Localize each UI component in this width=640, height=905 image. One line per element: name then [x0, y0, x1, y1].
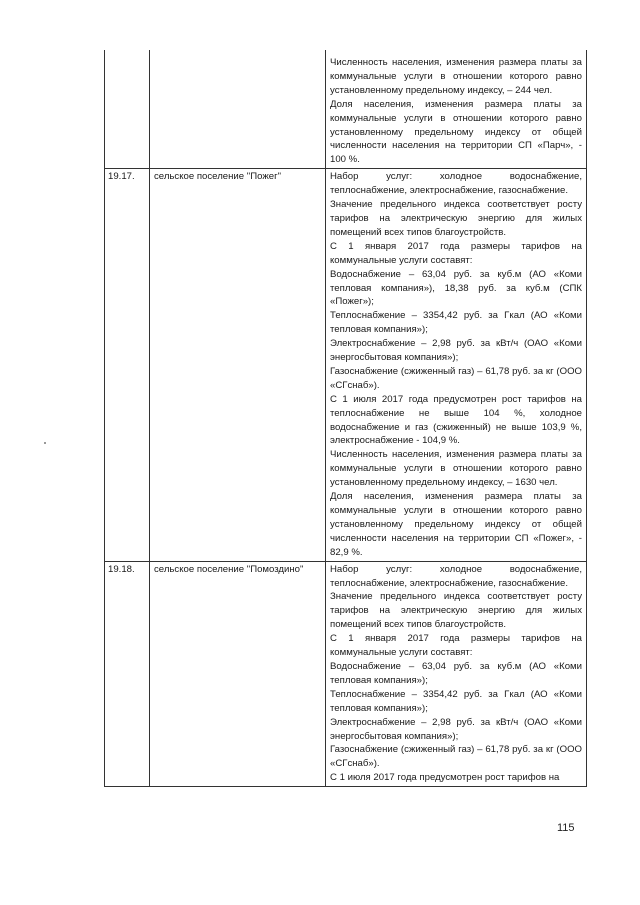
description-paragraph: Значение предельного индекса соответствует росту тарифов на электрическую энергию для жилых помещений всех типов благоустройств.: [330, 591, 582, 631]
description-cell: [326, 50, 587, 169]
description-paragraph: Численность населения, изменения размера платы за коммунальные услуги в отношении которого равно установленному предельному индексу, – 244 чел.: [330, 57, 582, 96]
description-paragraph: С 1 января 2017 года размеры тарифов на коммунальные услуги составят:: [330, 633, 582, 659]
description-paragraph: Набор услуг: холодное водоснабжение, теплоснабжение, электроснабжение, газоснабжение.: [330, 171, 582, 197]
tariff-table: [104, 50, 587, 787]
description-paragraph: Доля населения, изменения размера платы за коммунальные услуги в отношении которого равно установленному предельному индексу от общей численности населения на территории СП «Пожег», - 82,9 %.: [330, 491, 582, 558]
table-row-19-17: [105, 169, 587, 561]
description-paragraph: С 1 июля 2017 года предусмотрен рост тарифов на теплоснабжение не выше 104 %, холодное водоснабжение и газ (сжиженный) не выше 103,9 %, электроснабжение - 104,9 %.: [330, 393, 582, 447]
description-paragraph: Теплоснабжение – 3354,42 руб. за Гкал (АО «Коми тепловая компания»);: [330, 688, 582, 714]
page-number: 115: [557, 822, 575, 834]
settlement-name-cell: [150, 50, 326, 169]
description-paragraph: С 1 июля 2017 года предусмотрен рост тарифов на: [330, 772, 560, 784]
description-paragraph: Водоснабжение – 63,04 руб. за куб.м (АО «Коми тепловая компания»), 18,38 руб. за куб.м (СПК «Пожег»);: [330, 268, 582, 308]
description-paragraph: Электроснабжение – 2,98 руб. за кВт/ч (ОАО «Коми энергосбытовая компания»);: [330, 716, 582, 742]
description-paragraph: Теплоснабжение – 3354,42 руб. за Гкал (АО «Коми тепловая компания»);: [330, 310, 582, 336]
settlement-name-cell: сельское поселение "Пожег": [150, 169, 326, 561]
description-paragraph: Набор услуг: холодное водоснабжение, теплоснабжение, электроснабжение, газоснабжение.: [330, 563, 582, 589]
scan-artifact-dot: [44, 442, 46, 444]
row-number-cell: [105, 50, 150, 169]
description-cell: [326, 561, 587, 787]
settlement-name-cell: сельское поселение "Помоздино": [150, 561, 326, 787]
description-paragraph: С 1 января 2017 года размеры тарифов на коммунальные услуги составят:: [330, 240, 582, 266]
row-number-cell: 19.17.: [105, 169, 150, 561]
description-paragraph: Доля населения, изменения размера платы за коммунальные услуги в отношении которого равно установленному предельному индексу от общей численности населения на территории СП «Парч», - 100 %.: [330, 98, 582, 166]
description-paragraph: Водоснабжение – 63,04 руб. за куб.м (АО «Коми тепловая компания»);: [330, 660, 582, 686]
row-number-cell: 19.18.: [105, 561, 150, 787]
description-cell: [326, 169, 587, 561]
description-paragraph: Значение предельного индекса соответствует росту тарифов на электрическую энергию для жилых помещений всех типов благоустройств.: [330, 199, 582, 238]
description-paragraph: Газоснабжение (сжиженный газ) – 61,78 руб. за кг (ООО «СГснаб»).: [330, 365, 582, 391]
description-paragraph: Численность населения, изменения размера платы за коммунальные услуги в отношении которого равно установленному предельному индексу, – 1630 чел.: [330, 449, 582, 489]
table-row-19-18: [105, 561, 587, 787]
description-paragraph: Газоснабжение (сжиженный газ) – 61,78 руб. за кг (ООО «СГснаб»).: [330, 744, 582, 770]
table-row-continued: [105, 50, 587, 169]
description-paragraph: Электроснабжение – 2,98 руб. за кВт/ч (ОАО «Коми энергосбытовая компания»);: [330, 338, 582, 364]
